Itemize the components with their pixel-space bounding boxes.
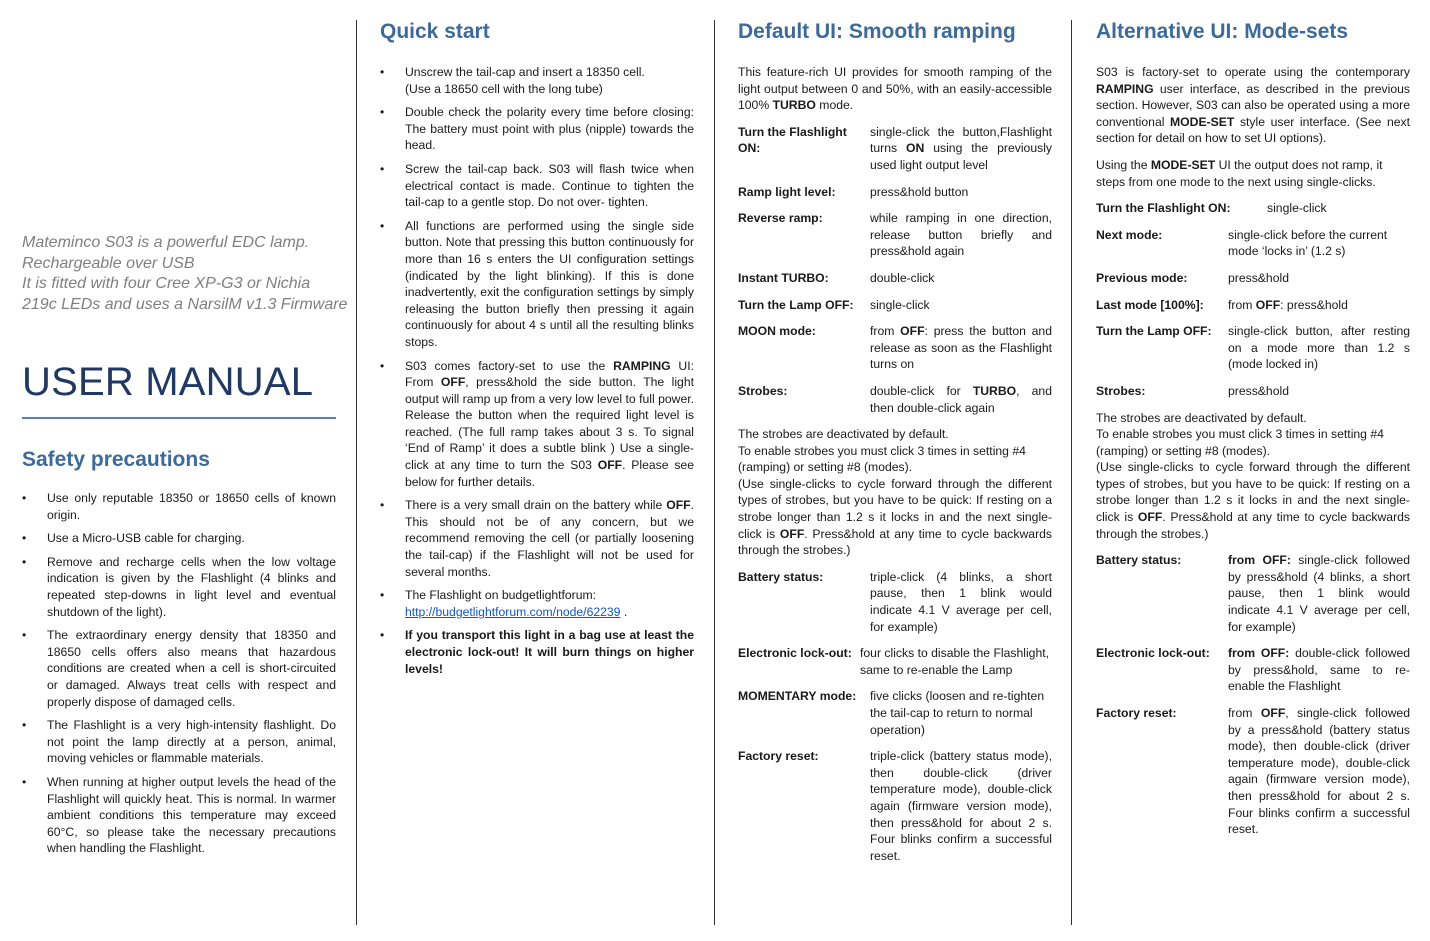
column-cover	[22, 0, 348, 941]
table-row: Battery status: from OFF: single-click followed by press&hold (4 blinks, a short pause, then 1 blink would indicate 4.1 V average per cell, for example)	[1096, 553, 1410, 634]
table-row: Last mode [100%]: from OFF: press&hold	[1096, 297, 1348, 312]
mode-sets-heading: Alternative UI: Mode-sets	[1096, 20, 1349, 43]
list-item: • Remove and recharge cells when the low voltage indication is given by the Flashlight (4 blinks and repeated step-downs in light level and eventual shutdown of the light).	[22, 554, 336, 619]
table-row: Ramp light level: press&hold button	[738, 184, 969, 199]
table-row: Factory reset: from OFF, single-click followed by a press&hold (battery status mode), then double-click (driver temperature mode), double-click again (firmware version mode), then press&hold for about 2 s. Four blinks confirm a successful reset.	[1096, 706, 1410, 837]
list-item: • If you transport this light in a bag use at least the electronic lock-out! It will burn things on higher levels!	[380, 628, 694, 676]
list-item: • Use a Micro-USB cable for charging.	[22, 531, 245, 546]
list-item: • Unscrew the tail-cap and insert a 18350 cell. (Use a 18650 cell with the long tube)	[380, 65, 645, 96]
mode-sets-body	[1096, 64, 1410, 848]
list-item: • Use only reputable 18350 or 18650 cells of known origin.	[22, 491, 336, 522]
bullet-icon: •	[380, 498, 385, 513]
intro-line: It is fitted with four Cree XP-G3 or Nichia	[22, 275, 311, 292]
table-row: Turn the Lamp OFF: single-click	[738, 297, 930, 312]
list-item: • The extraordinary energy density that 18350 and 18650 cells offers also means that hazardous conditions are created when a cell is short-circuited or damaged. Always treat cells with respect and properly dispose of damaged cells.	[22, 628, 336, 709]
bullet-icon: •	[380, 358, 385, 373]
bullet-icon: •	[22, 531, 27, 546]
intro-line: Mateminco S03 is a powerful EDC lamp.	[22, 234, 310, 251]
list-item: • All functions are performed using the single side button. Note that pressing this button continuously for more than 16 s enters the UI configuration settings (indicated by the light blinking). If this is done inadvertently, exit the configuration settings by simply releasing the button briefly then pressing it again continuously for about 4 s until all the resulting blinks stops.	[380, 218, 694, 349]
product-intro	[22, 233, 348, 315]
bullet-icon: •	[22, 554, 27, 569]
table-row: Turn the Flashlight ON: single-click	[1096, 201, 1327, 216]
column-divider	[356, 20, 357, 925]
column-divider	[714, 20, 715, 925]
list-item: • S03 comes factory-set to use the RAMPING UI: From OFF, press&hold the side button. The light output will ramp up from a very low level to full power. Release the button when the required light level is reached. (The full ramp takes about 3 s. To signal ‘End of Ramp’ it does a subtle blink ) Use a single-click at any time to turn the S03 OFF. Please see below for further details.	[380, 358, 695, 489]
default-ui-body	[738, 64, 1052, 874]
table-row: Electronic lock-out: four clicks to disable the Flashlight, same to re-enable the Lamp	[738, 646, 1049, 677]
table-row: Next mode: single-click before the current mode ‘locks in’ (1.2 s)	[1096, 227, 1388, 259]
forum-link[interactable]: http://budgetlightforum.com/node/62239	[405, 604, 621, 619]
intro-paragraph: Using the MODE-SET UI the output does not ramp, it steps from one mode to the next using single-clicks.	[1096, 157, 1383, 189]
bullet-icon: •	[380, 588, 385, 603]
quick-start-body	[380, 64, 694, 684]
table-row: Electronic lock-out: from OFF: double-click followed by press&hold, same to re-enable the Flashlight	[1096, 646, 1411, 694]
bullet-icon: •	[380, 218, 385, 233]
manual-title: USER MANUAL	[22, 360, 314, 404]
table-row: Previous mode: press&hold	[1096, 270, 1289, 285]
strobe-note: The strobes are deactivated by default. To enable strobes you must click 3 times in setting #4 (ramping) or setting #8 (modes). (Use single-clicks to cycle forward through the different types of strobes, but you have to be quick: If resting on a strobe longer than 1.2 s it locks in and the next single-click is OFF. Press&hold at any time to cycle backwards through the strobes.)	[1096, 410, 1410, 541]
table-row: Reverse ramp: while ramping in one direction, release button briefly and press&hold again	[738, 211, 1052, 259]
list-item: • Double check the polarity every time before closing: The battery must point with plus (nipple) towards the head.	[380, 105, 694, 153]
column-quick-start	[380, 0, 694, 941]
bullet-icon: •	[380, 105, 385, 120]
bullet-icon: •	[380, 161, 385, 176]
default-ui-heading: Default UI: Smooth ramping	[738, 20, 1016, 43]
strobe-note: The strobes are deactivated by default. To enable strobes you must click 3 times in setting #4 (ramping) or setting #8 (modes). (Use single-clicks to cycle forward through the different types of strobes, but you have to be quick: If resting on a strobe longer than 1.2 s it locks in and the next single-click is OFF. Press&hold at any time to cycle backwards through the strobes.)	[738, 427, 1052, 558]
table-row: Strobes: press&hold	[1096, 383, 1289, 398]
column-default-ui	[738, 0, 1052, 941]
table-row: Battery status: triple-click (4 blinks, a short pause, then 1 blink would indicate 4.1 V average per cell, for example)	[738, 569, 1052, 634]
bullet-icon: •	[22, 628, 27, 643]
list-item: • The Flashlight on budgetlightforum: http://budgetlightforum.com/node/62239 .	[380, 588, 628, 619]
intro-line: 219c LEDs and uses a NarsilM v1.3 Firmware	[22, 295, 348, 313]
bullet-icon: •	[22, 718, 27, 733]
table-row: Turn the Lamp OFF: single-click button, after resting on a mode more than 1.2 s (mode locked in)	[1096, 324, 1410, 372]
intro-paragraph: S03 is factory-set to operate using the contemporary RAMPING user interface, as described in the previous section. However, S03 can also be operated using a more conventional MODE-SET style user interface. (See next section for detail on how to set UI options).	[1096, 65, 1410, 146]
bullet-icon: •	[380, 628, 385, 643]
bullet-icon: •	[380, 65, 385, 79]
safety-list-wrap	[22, 490, 336, 864]
column-divider	[1071, 20, 1072, 925]
bullet-icon: •	[22, 491, 27, 505]
list-item: • When running at higher output levels the head of the Flashlight will quickly heat. This is normal. In warmer ambient conditions this temperature may exceed 60°C, so please take the necessary precautions when handling the Flashlight.	[22, 774, 336, 856]
table-row: MOMENTARY mode: five clicks (loosen and re-tighten the tail-cap to return to normal operation)	[738, 689, 1045, 737]
intro-paragraph: This feature-rich UI provides for smooth ramping of the light output between 0 and 50%, with an easily-accessible 100% TURBO mode.	[738, 65, 1052, 113]
quick-start-list	[380, 64, 694, 677]
list-item: • The Flashlight is a very high-intensity flashlight. Do not point the lamp directly at a person, animal, moving vehicles or flammable materials.	[22, 718, 336, 766]
list-item: • Screw the tail-cap back. S03 will flash twice when electrical contact is made. Continue to tighten the tail-cap to a gentle stop. Do not over- tighten.	[380, 161, 694, 210]
column-mode-sets	[1096, 0, 1410, 941]
list-item: • There is a very small drain on the battery while OFF. This should not be of any concern, but we recommend removing the cell (or partially loosening the tail-cap) if the Flashlight will not be used for several months.	[380, 498, 694, 579]
safety-heading: Safety precautions	[22, 448, 210, 471]
title-rule	[22, 417, 336, 419]
bullet-icon: •	[22, 774, 27, 789]
table-row: Factory reset: triple-click (battery status mode), then double-click (driver temperature mode), double-click again (firmware version mode), then press&hold for about 2 s. Four blinks confirm a successful reset.	[738, 749, 1052, 863]
table-row: Instant TURBO: double-click	[738, 270, 935, 285]
safety-list	[22, 490, 336, 857]
intro-line: Rechargeable over USB	[22, 254, 195, 272]
table-row: MOON mode: from OFF: press the button and release as soon as the Flashlight turns on	[738, 324, 1052, 372]
table-row: Strobes: double-click for TURBO, and then double-click again	[738, 383, 1052, 415]
table-row: Turn the Flashlight ON: single-click the button,Flashlight turns ON using the previously used light output level	[738, 124, 1052, 172]
quick-start-heading: Quick start	[380, 20, 490, 43]
